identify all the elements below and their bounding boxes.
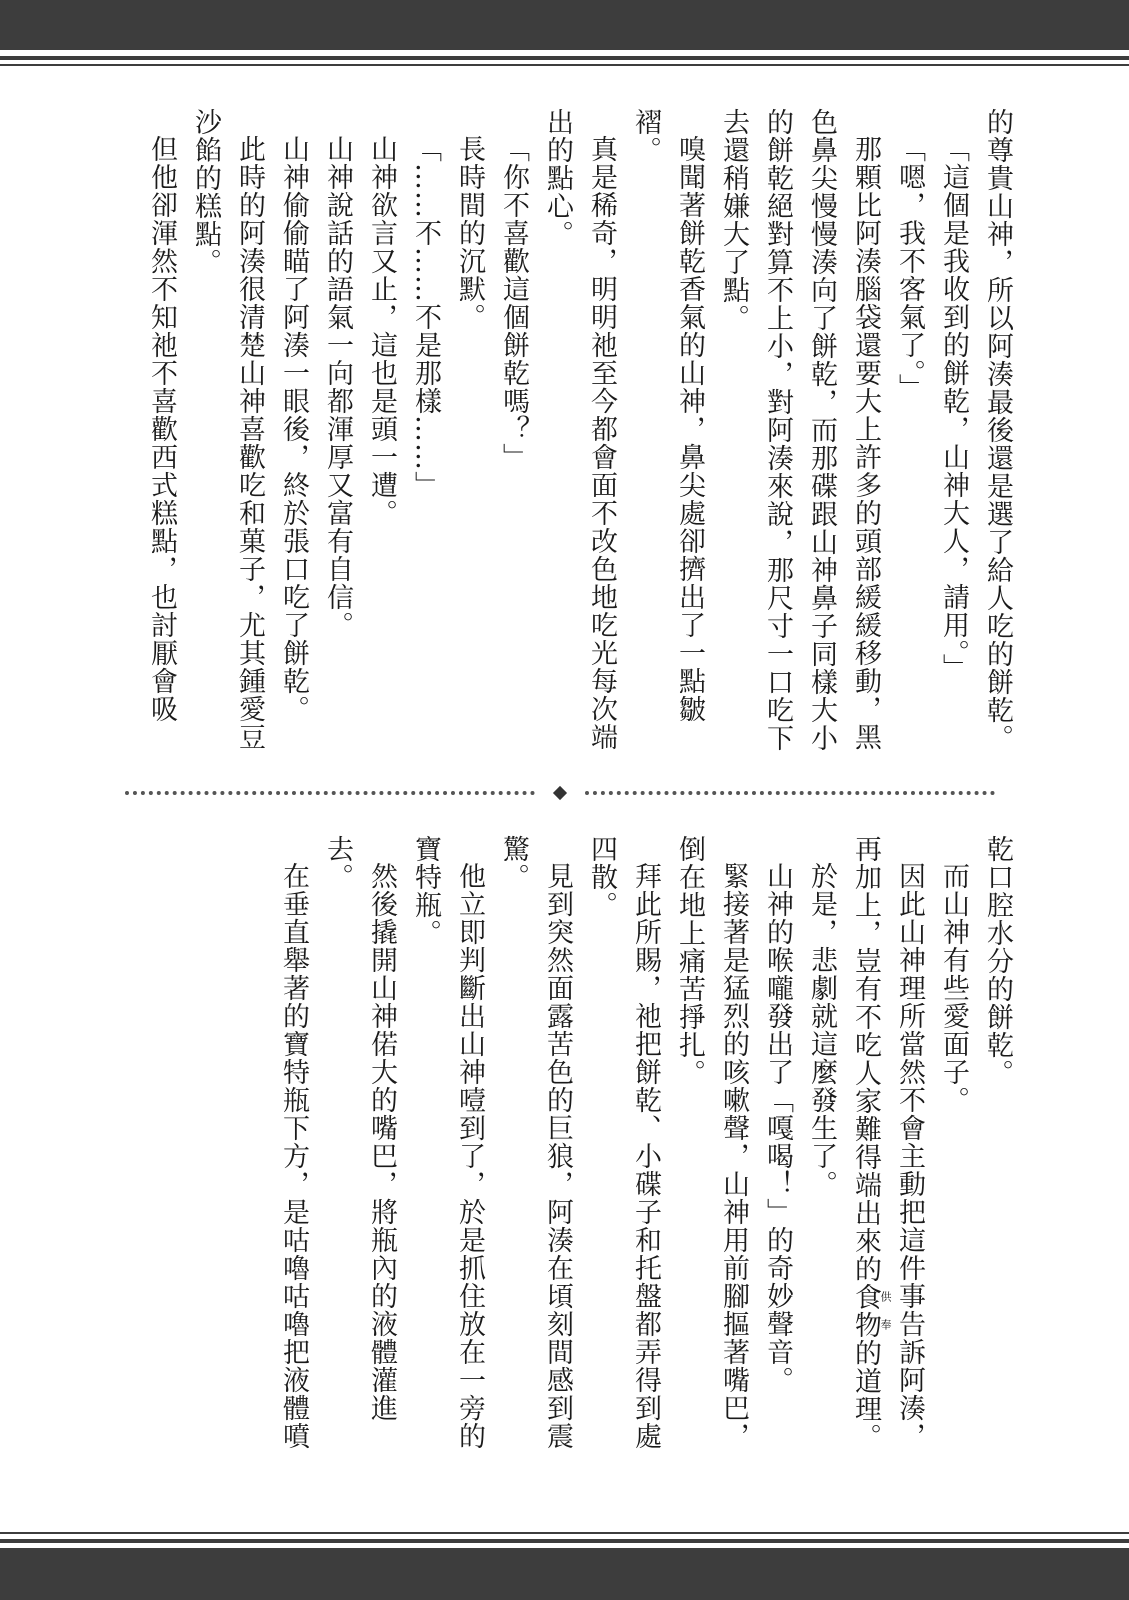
- paragraph: 但他卻渾然不知祂不喜歡西式糕點，也討厭會吸: [146, 135, 177, 723]
- paragraph: 緊接著是猛烈的咳嗽聲，山神用前腳摳著嘴巴，倒在地上痛苦掙扎。: [674, 835, 749, 1450]
- separator-dots-left: [125, 791, 535, 795]
- paragraph: 見到突然面露苦色的巨狼，阿湊在頃刻間感到震驚。: [498, 835, 573, 1450]
- paragraph: [843, 835, 931, 1475]
- ruby-text: 供奉: [879, 1283, 892, 1339]
- paragraph: 山神說話的語氣一向都渾厚又富有自信。: [322, 135, 353, 639]
- footer-border-line-thin: [0, 1532, 1129, 1534]
- paragraph: 「嗯，我不客氣了。」: [894, 135, 925, 402]
- lower-text-block: [119, 835, 1019, 1475]
- paragraph: 「你不喜歡這個餅乾嗎？」: [498, 135, 529, 471]
- paragraph: 長時間的沉默。: [454, 135, 485, 331]
- section-separator: [125, 786, 995, 800]
- paragraph: 「……不……不是那樣……」: [410, 135, 441, 499]
- paragraph: 於是，悲劇就這麼發生了。: [806, 862, 837, 1198]
- paragraph: 嗅聞著餅乾香氣的山神，鼻尖處卻擠出了一點皺褶。: [630, 108, 705, 723]
- footer-border-line: [0, 1539, 1129, 1543]
- upper-text-block: [119, 108, 1019, 753]
- paragraph: 此時的阿湊很清楚山神喜歡吃和菓子，尤其鍾愛豆沙餡的糕點。: [190, 108, 265, 751]
- paragraph-text: 因此山神理所當然不會主動把這件事告訴阿湊，再加上，豈有不吃人家難得端出來的: [850, 835, 925, 1450]
- ruby-base: 食物: [850, 1283, 881, 1339]
- paragraph: 他立即判斷出山神噎到了，於是抓住放在一旁的寶特瓶。: [410, 835, 485, 1450]
- paragraph: 山神欲言又止，這也是頭一遭。: [366, 135, 397, 527]
- header-border-line: [0, 56, 1129, 60]
- paragraph: 的尊貴山神，所以阿湊最後還是選了給人吃的餅乾。: [982, 108, 1013, 752]
- paragraph: 然後撬開山神偌大的嘴巴，將瓶內的液體灌進去。: [322, 835, 397, 1422]
- paragraph: 乾口腔水分的餅乾。: [982, 835, 1013, 1087]
- paragraph: 山神的喉嚨發出了「嘎喝！」的奇妙聲音。: [762, 862, 793, 1394]
- footer-band: [0, 1548, 1129, 1600]
- separator-dots-right: [585, 791, 995, 795]
- header-band: [0, 0, 1129, 50]
- diamond-icon: [553, 786, 567, 800]
- paragraph: 真是稀奇，明明祂至今都會面不改色地吃光每次端出的點心。: [542, 108, 617, 751]
- paragraph: 而山神有些愛面子。: [938, 862, 969, 1114]
- paragraph: 「這個是我收到的餅乾，山神大人，請用。」: [938, 135, 969, 682]
- ruby-annotation: [850, 1283, 892, 1339]
- paragraph: 山神偷偷瞄了阿湊一眼後，終於張口吃了餅乾。: [278, 135, 309, 723]
- paragraph: 拜此所賜，祂把餅乾、小碟子和托盤都弄得到處四散。: [586, 835, 661, 1450]
- header-border-line-thin: [0, 64, 1129, 66]
- paragraph: 那顆比阿湊腦袋還要大上許多的頭部緩緩移動，黑色鼻尖慢慢湊向了餅乾，而那碟跟山神鼻子同樣大小的餅乾絕對算不上小，對阿湊來說，那尺寸一口吃下去還稍嫌大了點。: [718, 108, 881, 752]
- paragraph: 在垂直舉著的寶特瓶下方，是咕嚕咕嚕把液體噴: [278, 862, 309, 1450]
- paragraph-text: 的道理。: [850, 1339, 881, 1451]
